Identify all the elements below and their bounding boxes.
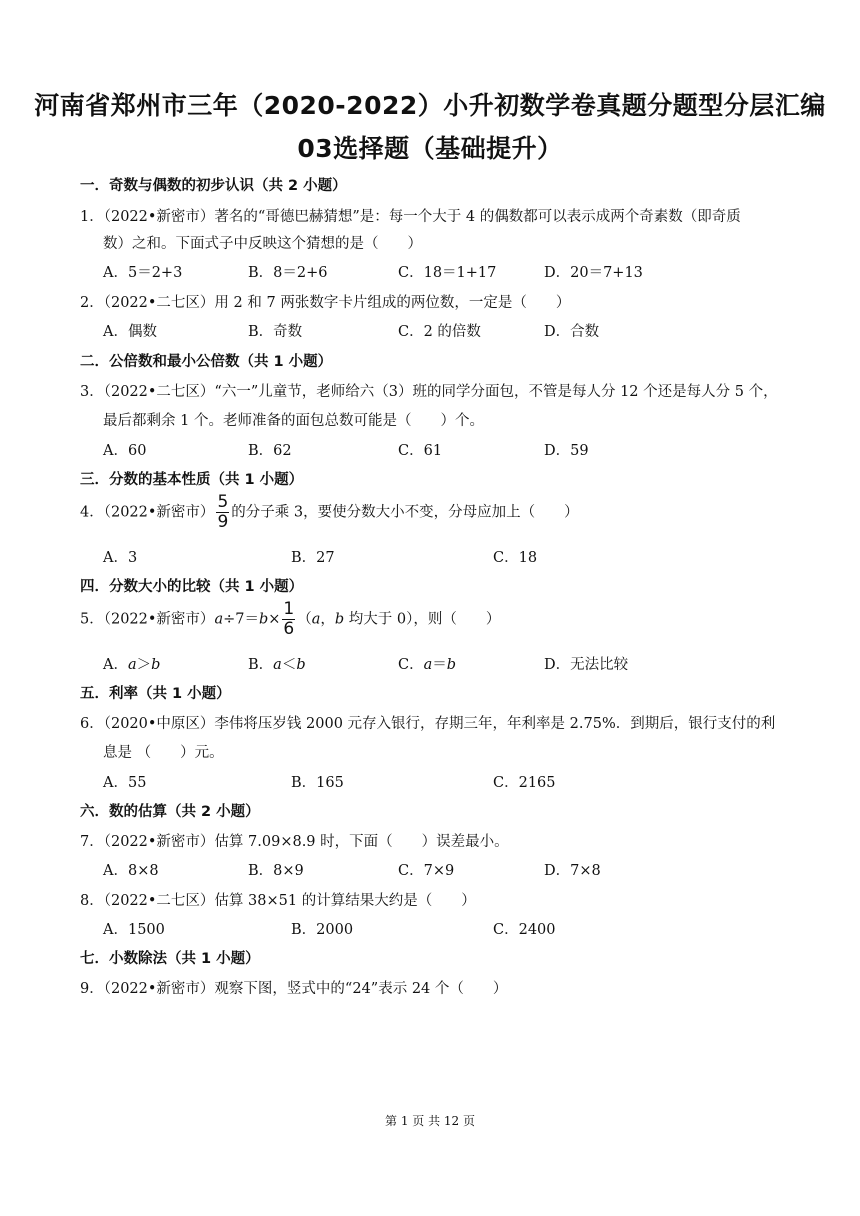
variable-a: a bbox=[127, 657, 137, 673]
question-3-option-d: D．59 bbox=[544, 443, 589, 459]
question-2-option-a: A．偶数 bbox=[103, 324, 157, 340]
variable-b: b bbox=[334, 611, 345, 628]
question-6-line2: 息是 （ ）元。 bbox=[103, 745, 224, 761]
expression-divide-seven: ÷7＝ bbox=[223, 611, 259, 628]
question-8-option-a: A．1500 bbox=[103, 922, 165, 938]
fraction-numerator: 5 bbox=[217, 492, 229, 512]
page-title-line1: 河南省郑州市三年（2020-2022）小升初数学卷真题分题型分层汇编 bbox=[34, 91, 826, 120]
question-7-option-b: B．8×9 bbox=[248, 863, 304, 879]
page-title-line2: 03选择题（基础提升） bbox=[297, 134, 563, 163]
question-4-option-a: A．3 bbox=[103, 550, 138, 566]
question-4-prefix: 4．（2022•新密市） bbox=[80, 504, 215, 521]
section-heading-estimation: 六．数的估算（共 2 小题） bbox=[80, 804, 260, 820]
question-1-option-c: C．18＝1+17 bbox=[398, 265, 497, 281]
question-5-prefix: 5．（2022•新密市） bbox=[80, 611, 215, 628]
question-5-option-b bbox=[248, 653, 306, 674]
section-heading-decimal-division: 七．小数除法（共 1 小题） bbox=[80, 951, 260, 967]
question-1-line2: 数）之和。下面式子中反映这个猜想的是（ ） bbox=[103, 236, 422, 252]
question-5-stem bbox=[80, 600, 500, 639]
variable-b: b bbox=[151, 657, 161, 673]
question-3-option-a: A．60 bbox=[103, 443, 147, 459]
question-8-option-c: C．2400 bbox=[493, 922, 556, 938]
question-1-line1: 1．（2022•新密市）著名的“哥德巴赫猜想”是：每一个大于 4 的偶数都可以表示成两个奇素数（即奇质 bbox=[80, 209, 741, 225]
section-heading-fraction-compare: 四．分数大小的比较（共 1 小题） bbox=[80, 579, 304, 595]
question-4-option-c: C．18 bbox=[493, 550, 538, 566]
fraction-denominator: 6 bbox=[283, 619, 295, 639]
fraction-denominator: 9 bbox=[217, 512, 229, 532]
variable-a: a bbox=[273, 657, 282, 673]
question-4-suffix: 的分子乘 3，要使分数大小不变，分母应加上（ ） bbox=[231, 504, 579, 521]
option-label: A． bbox=[103, 657, 128, 673]
question-3-option-c: C．61 bbox=[398, 443, 443, 459]
question-6-option-c: C．2165 bbox=[493, 775, 556, 791]
question-1-option-d: D．20＝7+13 bbox=[544, 265, 643, 281]
variable-b: b bbox=[296, 657, 306, 673]
section-heading-common-multiple: 二．公倍数和最小公倍数（共 1 小题） bbox=[80, 354, 333, 370]
question-7-option-c: C．7×9 bbox=[398, 863, 455, 879]
question-7-line1: 7．（2022•新密市）估算 7.09×8.9 时，下面（ ）误差最小。 bbox=[80, 834, 509, 850]
page-footer: 第 1 页 共 12 页 bbox=[385, 1114, 475, 1128]
question-5-option-a bbox=[103, 653, 160, 674]
variable-b: b bbox=[446, 657, 457, 673]
question-6-option-a: A．55 bbox=[103, 775, 147, 791]
question-3-line1: 3．（2022•二七区）“六一”儿童节，老师给六（3）班的同学分面包，不管是每人分 12 个还是每人分 5 个， bbox=[80, 384, 778, 400]
section-heading-interest-rate: 五．利率（共 1 小题） bbox=[80, 686, 231, 702]
question-5-option-d: D．无法比较 bbox=[544, 657, 629, 673]
times-sign: × bbox=[268, 611, 281, 628]
comma: ， bbox=[320, 611, 335, 628]
section-heading-fraction-property: 三．分数的基本性质（共 1 小题） bbox=[80, 472, 304, 488]
variable-a: a bbox=[311, 611, 321, 628]
option-label: C． bbox=[398, 657, 424, 673]
question-2-option-d: D．合数 bbox=[544, 324, 600, 340]
question-1-option-b: B．8＝2+6 bbox=[248, 265, 328, 281]
question-7-option-d: D．7×8 bbox=[544, 863, 601, 879]
question-1-option-a: A．5＝2+3 bbox=[103, 265, 183, 281]
question-8-option-b: B．2000 bbox=[291, 922, 354, 938]
question-9-line1: 9．（2022•新密市）观察下图，竖式中的“24”表示 24 个（ ） bbox=[80, 981, 508, 997]
variable-b: b bbox=[258, 611, 269, 628]
fraction-numerator: 1 bbox=[283, 599, 295, 619]
question-2-option-c: C．2 的倍数 bbox=[398, 324, 481, 340]
fraction-one-sixth bbox=[282, 600, 295, 639]
paren-open: （ bbox=[297, 611, 312, 628]
section-heading-odd-even: 一．奇数与偶数的初步认识（共 2 小题） bbox=[80, 178, 347, 194]
question-6-option-b: B．165 bbox=[291, 775, 344, 791]
variable-a: a bbox=[214, 611, 224, 628]
comparison-operator: ＜ bbox=[281, 657, 297, 673]
question-3-line2: 最后都剩余 1 个。老师准备的面包总数可能是（ ）个。 bbox=[103, 413, 484, 429]
question-4-option-b: B．27 bbox=[291, 550, 335, 566]
fraction-five-ninths bbox=[216, 493, 229, 532]
question-8-line1: 8．（2022•二七区）估算 38×51 的计算结果大约是（ ） bbox=[80, 893, 476, 909]
question-6-line1: 6．（2020•中原区）李伟将压岁钱 2000 元存入银行，存期三年，年利率是 2.75%．到期后，银行支付的利 bbox=[80, 716, 776, 732]
question-4-stem bbox=[80, 493, 579, 532]
question-5-suffix: 均大于 0），则（ ） bbox=[344, 611, 501, 628]
variable-a: a bbox=[423, 657, 433, 673]
comparison-operator: ＝ bbox=[432, 657, 447, 673]
question-3-option-b: B．62 bbox=[248, 443, 292, 459]
question-7-option-a: A．8×8 bbox=[103, 863, 159, 879]
question-2-line1: 2．（2022•二七区）用 2 和 7 两张数字卡片组成的两位数，一定是（ ） bbox=[80, 295, 571, 311]
comparison-operator: ＞ bbox=[136, 657, 152, 673]
question-5-option-c bbox=[398, 653, 456, 674]
option-label: B． bbox=[248, 657, 274, 673]
question-2-option-b: B．奇数 bbox=[248, 324, 303, 340]
